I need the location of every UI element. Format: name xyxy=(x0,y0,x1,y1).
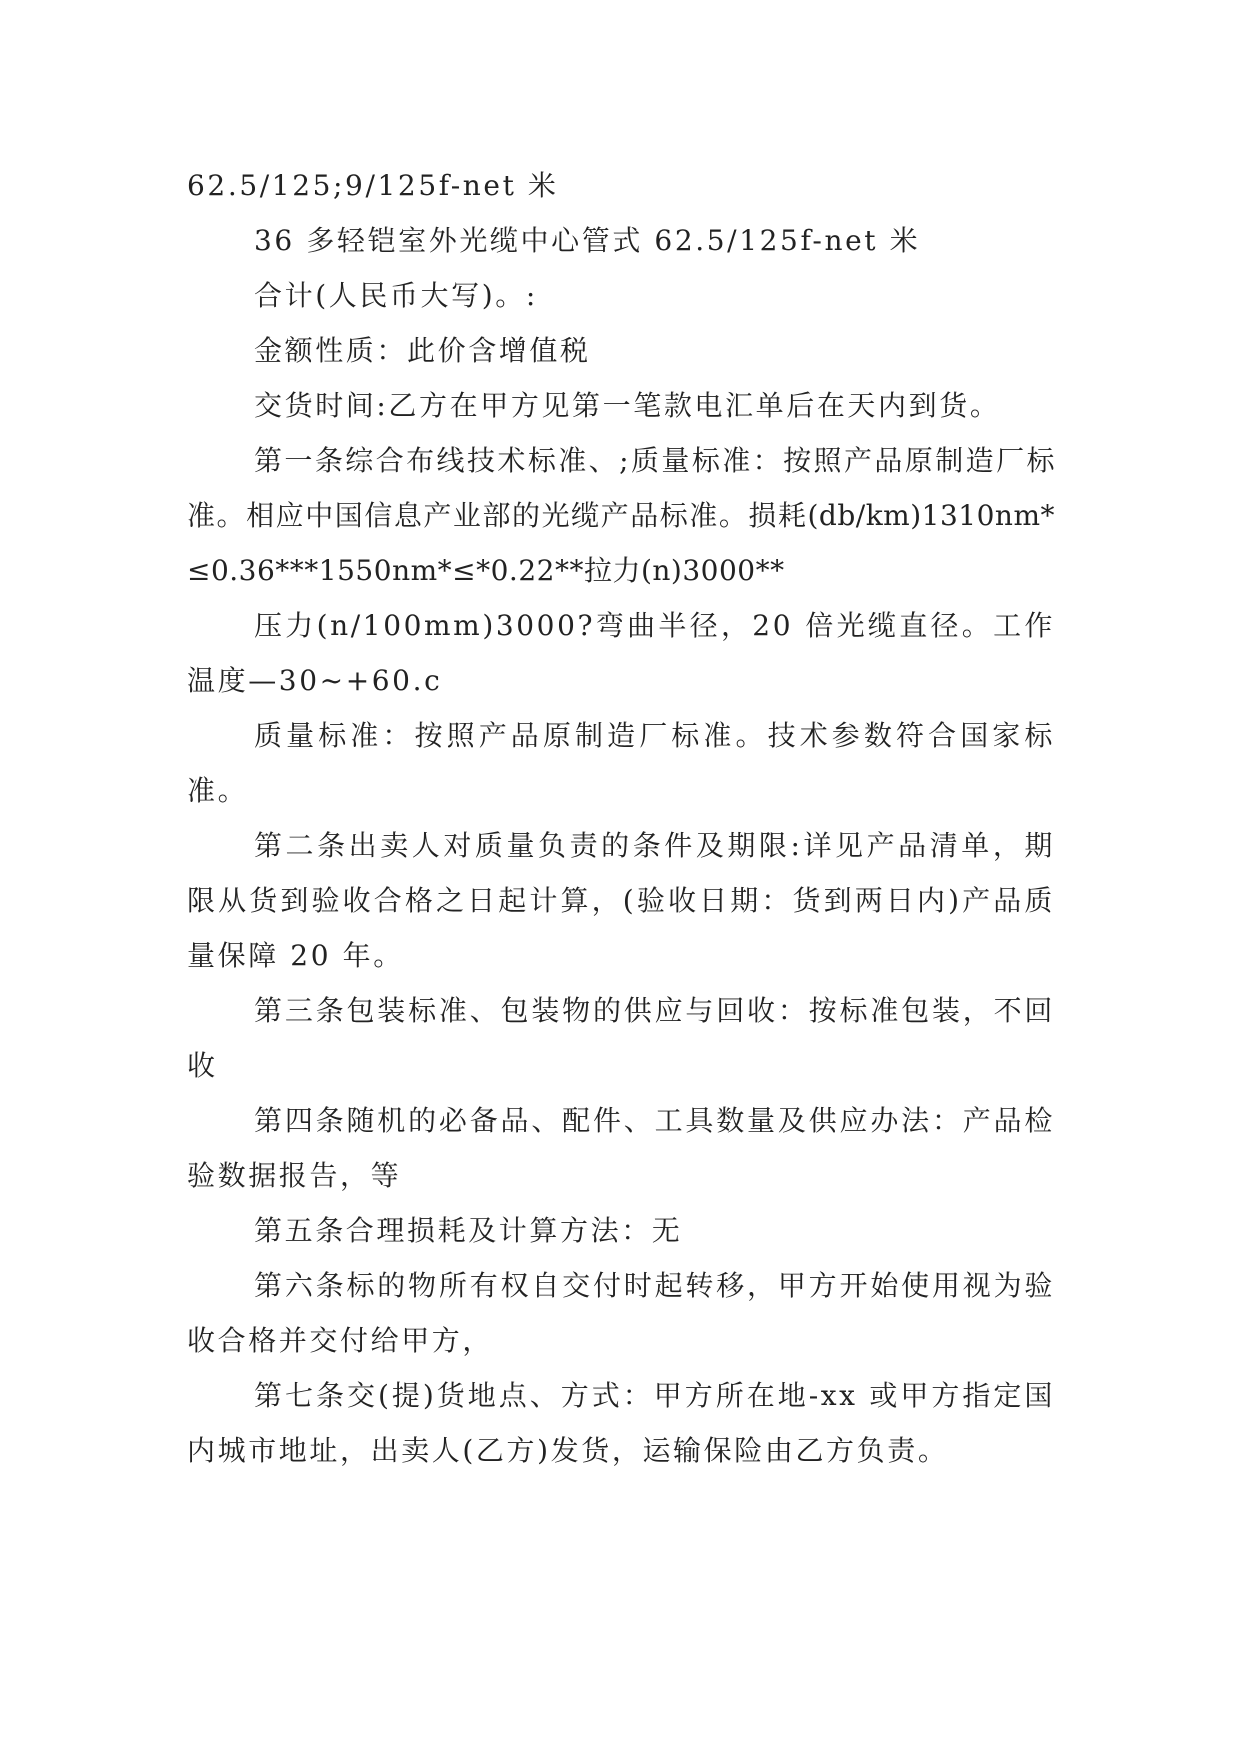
paragraph-total: 合计(人民币大写)。: xyxy=(254,279,538,312)
paragraph-article-3: 第三条包装标准、包装物的供应与回收：按标准包装，不回收 xyxy=(187,994,1055,1082)
document-body xyxy=(187,158,1055,1478)
paragraph-item-36: 36 多轻铠室外光缆中心管式 62.5/125f-net 米 xyxy=(254,224,921,257)
paragraph-delivery-time: 交货时间:乙方在甲方见第一笔款电汇单后在天内到货。 xyxy=(254,389,1001,422)
paragraph-amount-nature: 金额性质：此价含增值税 xyxy=(254,334,591,367)
paragraph-quality-standard: 质量标准：按照产品原制造厂标准。技术参数符合国家标准。 xyxy=(187,719,1055,807)
paragraph-article-1: 第一条综合布线技术标准、;质量标准：按照产品原制造厂标准。相应中国信息产业部的光缆产品标准。损耗(db/km)1310nm*≤0.36***1550nm*≤*0.22**拉力(n)3000** xyxy=(187,444,1055,587)
paragraph-article-7: 第七条交(提)货地点、方式：甲方所在地-xx 或甲方指定国内城市地址，出卖人(乙方)发货，运输保险由乙方负责。 xyxy=(187,1379,1055,1467)
paragraph-article-5: 第五条合理损耗及计算方法：无 xyxy=(254,1214,683,1247)
paragraph-article-2: 第二条出卖人对质量负责的条件及期限:详见产品清单，期限从货到验收合格之日起计算，(验收日期：货到两日内)产品质量保障 20 年。 xyxy=(187,829,1055,972)
paragraph-cable-spec-continuation: 62.5/125;9/125f-net 米 xyxy=(187,169,559,202)
paragraph-pressure-spec: 压力(n/100mm)3000?弯曲半径，20 倍光缆直径。工作温度—30~+60.c xyxy=(187,609,1055,697)
paragraph-article-4: 第四条随机的必备品、配件、工具数量及供应办法：产品检验数据报告，等 xyxy=(187,1104,1055,1192)
paragraph-article-6: 第六条标的物所有权自交付时起转移，甲方开始使用视为验收合格并交付给甲方， xyxy=(187,1269,1055,1357)
